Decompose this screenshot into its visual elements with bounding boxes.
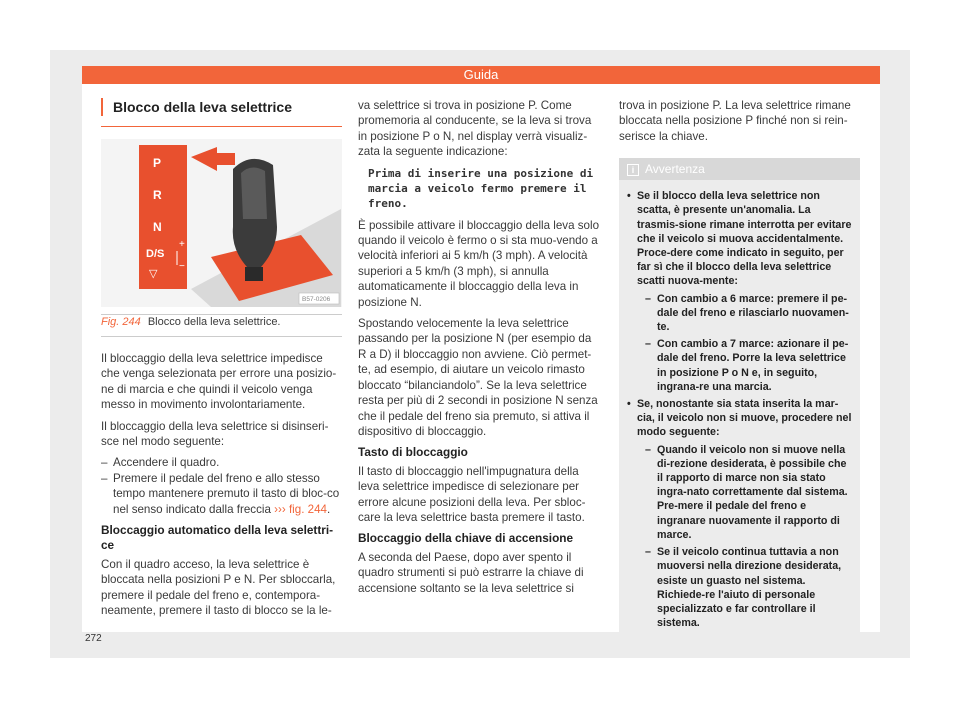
list-item: – Premere il pedale del freno e allo stesso tempo mantenere premuto il tasto di bloc-co nel senso indicato dalla freccia ››› fig. 244. <box>101 471 342 517</box>
subheading: Bloccaggio della chiave di accensione <box>358 531 574 546</box>
paragraph: va selettrice si trova in posizione P. Come promemoria al conducente, se la leva si trova in posizione P o N, nel display verrà visualiz-zata la seguente indicazione: <box>358 99 592 159</box>
warning-bullet: • Se il blocco della leva selettrice non scatta, è presente un'anomalia. La trasmis-sione rimane interrotta per evitare che il veicolo si muova accidentalmente. Proce-dere come indicato in seguito, per far sì che il blocco della leva selettrice scatti nuova-mente: <box>627 189 852 288</box>
paragraph: Il bloccaggio della leva selettrice impedisce che venga selezionata per errore una posizio-ne di marcia e che quindi il veicolo venga messo in movimento involontariamente. <box>101 352 337 412</box>
paragraph: Il bloccaggio della leva selettrice si disinseri-sce nel modo seguente: <box>101 419 329 449</box>
gear-label-ds: D/S <box>146 248 165 260</box>
list-item: – Accendere il quadro. <box>101 455 342 470</box>
gear-label-n: N <box>153 220 162 234</box>
paragraph: È possibile attivare il bloccaggio della leva solo quando il veicolo è fermo o si sta muo-vendo a velocità inferiori ai 5 km/h (3 mph). A velocità superiori a 5 km/h (3 mph), si annulla automaticamente il bloccaggio della leva in posizione N. <box>358 218 600 309</box>
svg-text:+: + <box>179 239 185 250</box>
display-message: Prima di inserire una posizione di marcia a veicolo fermo premere il freno. <box>368 166 594 210</box>
warning-bullet: • Se, nonostante sia stata inserita la mar-cia, il veicolo non si muove, procedere nel modo seguente: <box>627 397 852 440</box>
gear-lever-illustration <box>101 139 342 307</box>
gear-label-p: P <box>153 156 162 170</box>
subheading: Bloccaggio automatico della leva selettri-ce <box>101 523 334 553</box>
figure-reference-link[interactable]: ››› fig. 244 <box>274 502 327 516</box>
gear-label-r: R <box>153 188 162 202</box>
chapter-header: Guida <box>82 66 880 84</box>
figure-code: B57-0206 <box>302 296 331 303</box>
page-frame <box>50 50 910 658</box>
warning-header <box>619 158 860 180</box>
section-title: Blocco della leva selettrice <box>101 98 342 116</box>
column-2 <box>358 98 600 602</box>
figure-label: Fig. 244 <box>101 316 141 328</box>
warning-subitem: – Quando il veicolo non si muove nella di-rezione desiderata, è possibile che il rapporto di marce non sia stato ingra-nato correttamente dal sistema. Pre-mere il pedale del freno e ingranare nuovamente il rapporto di marce. <box>627 443 852 542</box>
figure-caption <box>101 314 342 337</box>
svg-text:−: − <box>179 261 185 272</box>
paragraph: Con il quadro acceso, la leva selettrice è bloccata nella posizioni P e N. Per sbloccarla, premere il pedale del freno e, contempora-neamente, premere il tasto di blocco se la le- <box>101 557 336 618</box>
warning-box <box>619 158 860 643</box>
warning-subitem: – Con cambio a 7 marce: azionare il pe-dale del freno. Porre la leva selettrice in posizione P o N e, in seguito, ingrana-re una marcia. <box>627 337 852 394</box>
manual-page <box>82 66 880 644</box>
column-1 <box>101 98 342 625</box>
title-rule <box>101 126 342 127</box>
paragraph: A seconda del Paese, dopo aver spento il quadro strumenti si può estrarre la chiave di accensione soltanto se la leva selettrice si <box>358 550 584 595</box>
warning-subitem: – Se il veicolo continua tuttavia a non muoversi nella direzione desiderata, esiste un guasto nel sistema. Richiede-re l'aiuto di personale specializzato e far controllare il sistema. <box>627 545 852 630</box>
paragraph: Il tasto di bloccaggio nell'impugnatura della leva selettrice impedisce di selezionare per errore alcune posizioni della leva. Per sbloc-care la leva selettrice basta premere il tasto. <box>358 464 586 524</box>
paragraph: trova in posizione P. La leva selettrice rimane bloccata nella posizione P finché non si rein-serisce la chiave. <box>619 99 851 143</box>
gear-label-arrow: ▽ <box>149 268 158 280</box>
info-icon: i <box>627 164 639 176</box>
warning-body <box>619 180 860 643</box>
column-3 <box>619 98 860 643</box>
warning-title: Avvertenza <box>645 162 705 177</box>
subheading: Tasto di bloccaggio <box>358 445 468 460</box>
warning-subitem: – Con cambio a 6 marce: premere il pe-dale del freno e rilasciarlo nuovamen-te. <box>627 292 852 335</box>
figure-caption-text: Blocco della leva selettrice. <box>147 316 281 328</box>
page-number: 272 <box>85 633 102 644</box>
paragraph: Spostando velocemente la leva selettrice passando per la posizione N (per esempio da R a D) il bloccaggio non avviene. Ciò permet-te, ad esempio, di aiutare un veicolo rimasto bloccato “bilanciandolo”. Se la leva selettrice resta per più di 2 secondi in posizione N senza che il pedale del freno sia premuto, si attiva il dispositivo di bloccaggio. <box>358 317 598 438</box>
figure-gear-lever <box>101 139 342 307</box>
